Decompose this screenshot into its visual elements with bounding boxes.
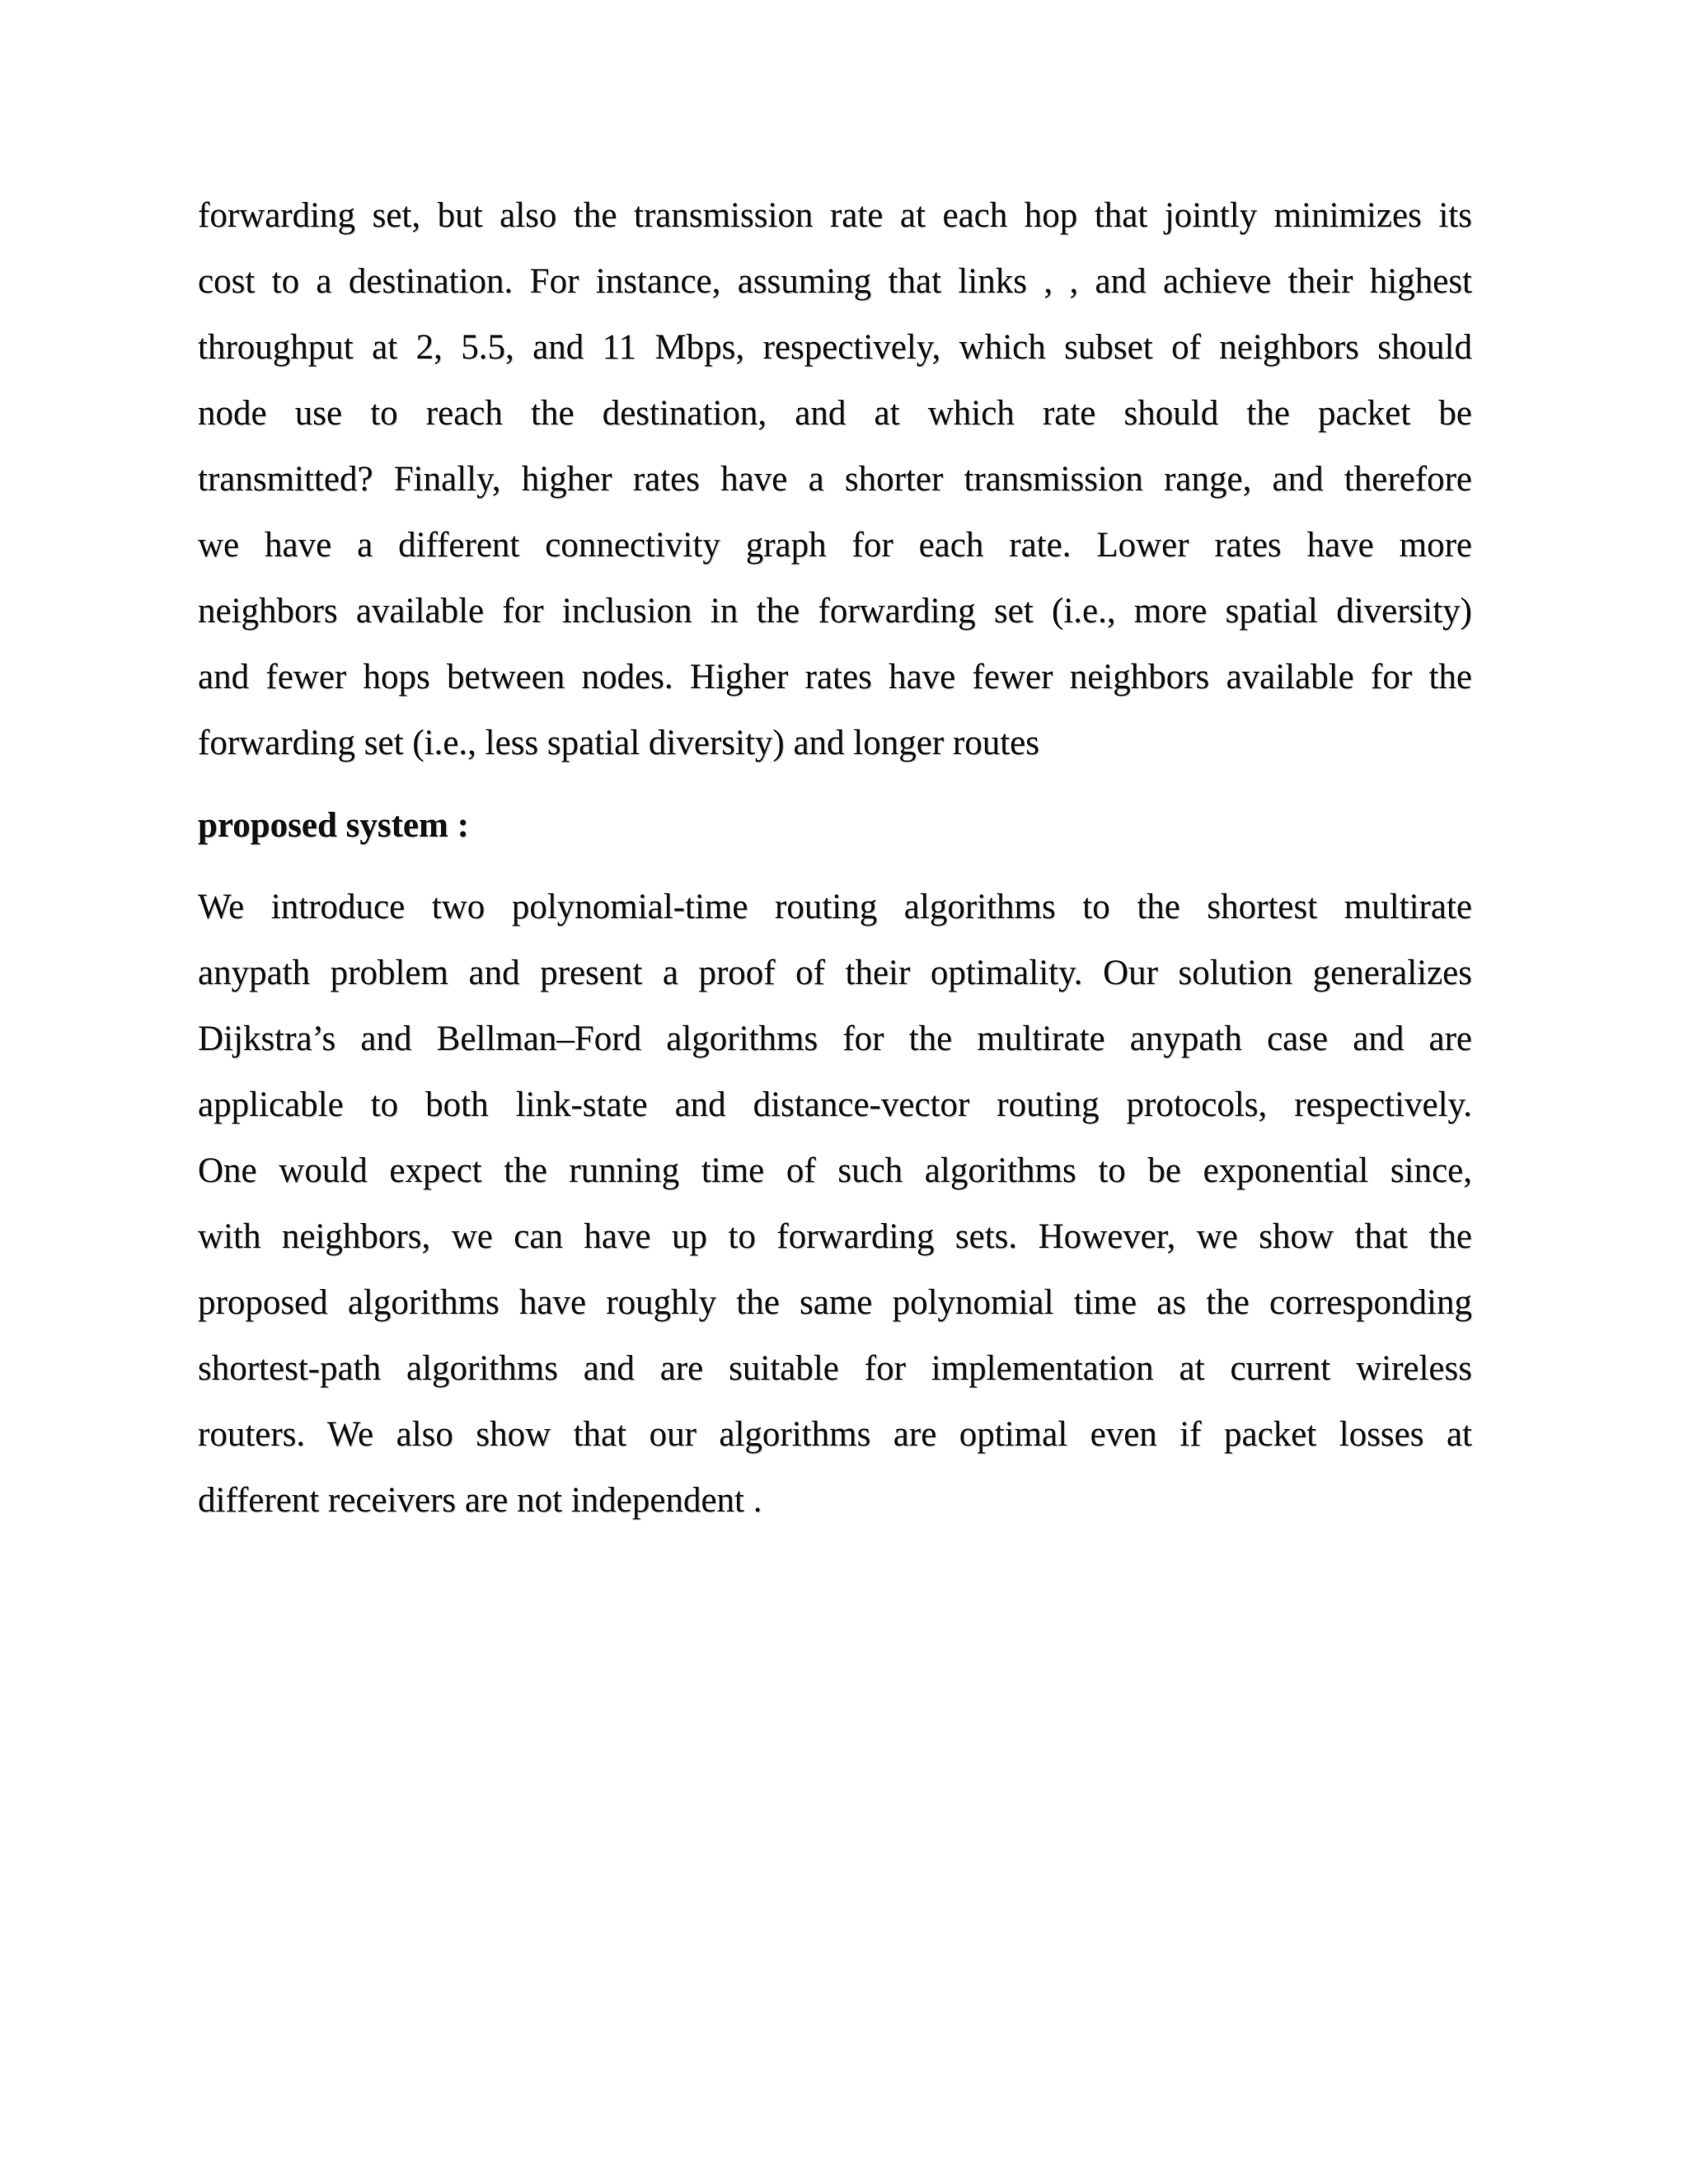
text-line: cost to a destination. For instance, assuming that links , , and achieve their highest — [198, 262, 1472, 301]
spacer — [198, 859, 1472, 874]
paragraph-forwarding-set — [198, 183, 1472, 776]
text-line: node use to reach the destination, and at which rate should the packet be — [198, 394, 1472, 433]
text-line: Dijkstra’s and Bellman–Ford algorithms for the multirate anypath case and are — [198, 1019, 1472, 1058]
document-body — [198, 183, 1472, 1534]
text-line: forwarding set, but also the transmission rate at each hop that jointly minimizes its — [198, 196, 1472, 235]
text-line: with neighbors, we can have up to forwarding sets. However, we show that the — [198, 1217, 1472, 1256]
text-line: neighbors available for inclusion in the forwarding set (i.e., more spatial diversity) — [198, 592, 1472, 630]
text-line: forwarding set (i.e., less spatial diversity) and longer routes — [198, 724, 1039, 762]
text-line: proposed algorithms have roughly the same polynomial time as the corresponding — [198, 1283, 1472, 1322]
text-line: anypath problem and present a proof of their optimality. Our solution generalizes — [198, 954, 1472, 992]
text-line: We introduce two polynomial-time routing algorithms to the shortest multirate — [198, 888, 1472, 926]
text-line: transmitted? Finally, higher rates have a shorter transmission range, and therefore — [198, 460, 1472, 499]
text-line: different receivers are not independent . — [198, 1481, 762, 1520]
text-line: and fewer hops between nodes. Higher rates have fewer neighbors available for the — [198, 658, 1472, 696]
paragraph-proposed-system — [198, 874, 1472, 1534]
spacer — [198, 776, 1472, 793]
section-heading: proposed system : — [198, 806, 469, 845]
text-line: applicable to both link-state and distance-vector routing protocols, respectively. — [198, 1085, 1472, 1124]
text-line: routers. We also show that our algorithms are optimal even if packet losses at — [198, 1415, 1472, 1454]
text-line: we have a different connectivity graph for each rate. Lower rates have more — [198, 526, 1472, 565]
text-line: One would expect the running time of such algorithms to be exponential since, — [198, 1151, 1472, 1190]
text-line: throughput at 2, 5.5, and 11 Mbps, respectively, which subset of neighbors should — [198, 328, 1472, 367]
text-line: shortest-path algorithms and are suitable for implementation at current wireless — [198, 1349, 1472, 1388]
